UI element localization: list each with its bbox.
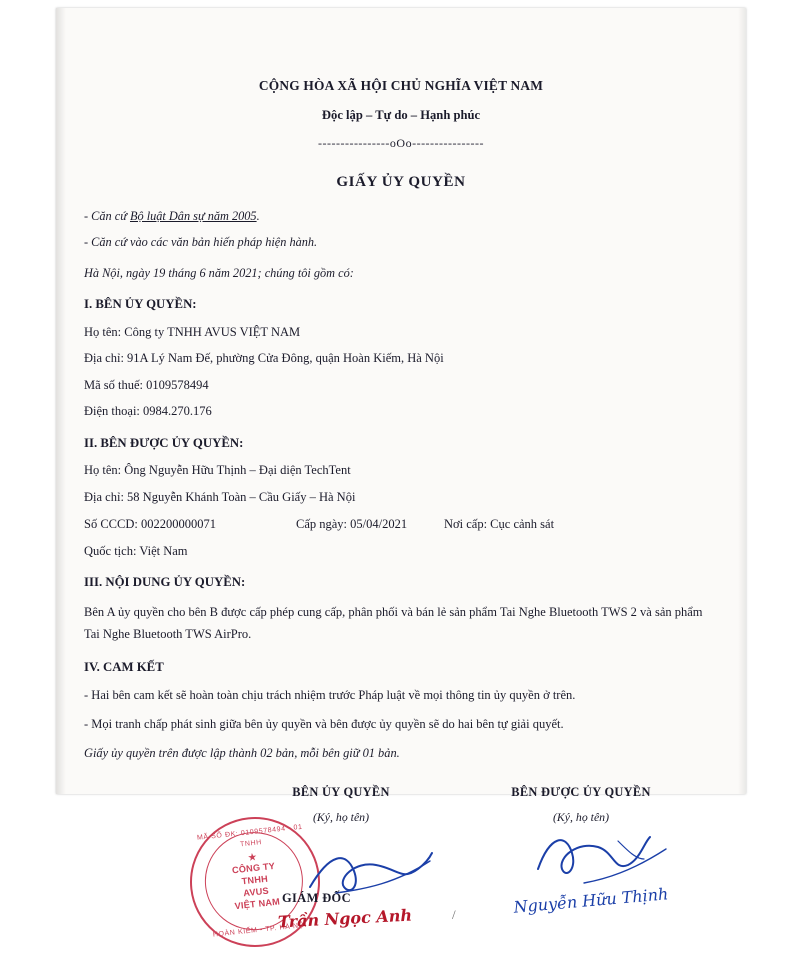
party-b-id-issue-place: Nơi cấp: Cục cảnh sát (444, 517, 555, 532)
dateline: Hà Nội, ngày 19 tháng 6 năm 2021; chúng tôi gồm có: (84, 266, 354, 281)
legal-basis-1-prefix: - Căn cứ (84, 209, 130, 224)
stray-pen-mark: / (452, 907, 456, 923)
legal-basis-2: - Căn cứ vào các văn bản hiến pháp hiện hành. (84, 235, 318, 250)
separator-line: ----------------oOo---------------- (317, 136, 485, 151)
section-3-heading: III. NỘI DUNG ỦY QUYỀN: (84, 574, 246, 589)
signature-left-heading: BÊN ỦY QUYỀN (292, 785, 390, 800)
signatory-name-left: Trần Ngọc Anh (277, 905, 413, 932)
section-2-heading: II. BÊN ĐƯỢC ỦY QUYỀN: (84, 435, 244, 450)
signature-right-heading: BÊN ĐƯỢC ỦY QUYỀN (511, 785, 651, 800)
seal-line-4: VIỆT NAM (234, 896, 281, 912)
seal-arc-top-text: MÃ SỐ ĐK: 0109578494 - 01 TNHH (196, 824, 303, 849)
commitment-item-2: - Mọi tranh chấp phát sinh giữa bên ủy quyền và bên được ủy quyền sẽ do hai bên tự giải quyết. (84, 716, 564, 731)
national-motto: Độc lập – Tự do – Hạnh phúc (321, 107, 481, 122)
section-1-heading: I. BÊN ỦY QUYỀN: (84, 297, 197, 312)
document-title: GIẤY ỦY QUYỀN (336, 173, 466, 190)
party-b-id-issue-date: Cấp ngày: 05/04/2021 (296, 517, 408, 532)
party-b-nationality: Quốc tịch: Việt Nam (84, 543, 188, 558)
party-a-phone: Điện thoại: 0984.270.176 (84, 404, 212, 419)
legal-basis-1 (84, 207, 718, 226)
closing-statement: Giấy ủy quyền trên được lập thành 02 bản, mỗi bên giữ 01 bản. (84, 746, 400, 761)
document-content (84, 30, 718, 973)
seal-line-3: AVUS (242, 885, 270, 899)
national-title: CỘNG HÒA XÃ HỘI CHỦ NGHĨA VIỆT NAM (258, 78, 544, 93)
seal-line-1: CÔNG TY (231, 861, 276, 877)
signature-block-right (476, 783, 686, 826)
party-a-name: Họ tên: Công ty TNHH AVUS VIỆT NAM (84, 325, 301, 340)
party-b-address: Địa chỉ: 58 Nguyễn Khánh Toàn – Cầu Giấy – Hà Nội (84, 489, 356, 504)
party-b-id-number: Số CCCD: 002200000071 (84, 517, 216, 532)
seal-arc-bottom-text: HOÀN KIẾM - TP. HÀ NỘI (212, 922, 308, 940)
seal-line-2: TNHH (241, 874, 269, 887)
signatory-name-right: Nguyễn Hữu Thịnh (512, 884, 670, 918)
signature-right-subtitle: (Ký, họ tên) (552, 809, 610, 824)
party-b-id-row (84, 515, 718, 534)
signatory-role-left: GIÁM ĐỐC (282, 891, 351, 906)
party-a-address: Địa chỉ: 91A Lý Nam Đế, phường Cửa Đông, quận Hoàn Kiếm, Hà Nội (84, 351, 444, 366)
seal-star-icon: ★ (247, 852, 258, 864)
section-4-heading: IV. CAM KẾT (84, 659, 164, 674)
page-margin-left (0, 0, 56, 802)
signature-left-subtitle: (Ký, họ tên) (312, 809, 370, 824)
legal-basis-1-suffix: . (256, 209, 260, 224)
party-a-tax-code: Mã số thuế: 0109578494 (84, 377, 209, 392)
commitment-item-1: - Hai bên cam kết sẽ hoàn toàn chịu trách nhiệm trước Pháp luật về mọi thông tin ủy quyền ở trên. (84, 688, 576, 703)
legal-basis-1-reference: Bộ luật Dân sự năm 2005 (129, 209, 257, 224)
section-3-body: Bên A ủy quyền cho bên B được cấp phép cung cấp, phân phối và bán lẻ sản phẩm Tai Nghe Bluetooth TWS 2 và sản phẩm Tai Nghe Bluetooth TWS AirPro. (84, 604, 703, 641)
page-margin-right (746, 0, 802, 802)
signature-area (84, 783, 718, 973)
party-b-name: Họ tên: Ông Nguyễn Hữu Thịnh – Đại diện TechTent (84, 463, 351, 478)
paper-sheet (56, 8, 746, 940)
